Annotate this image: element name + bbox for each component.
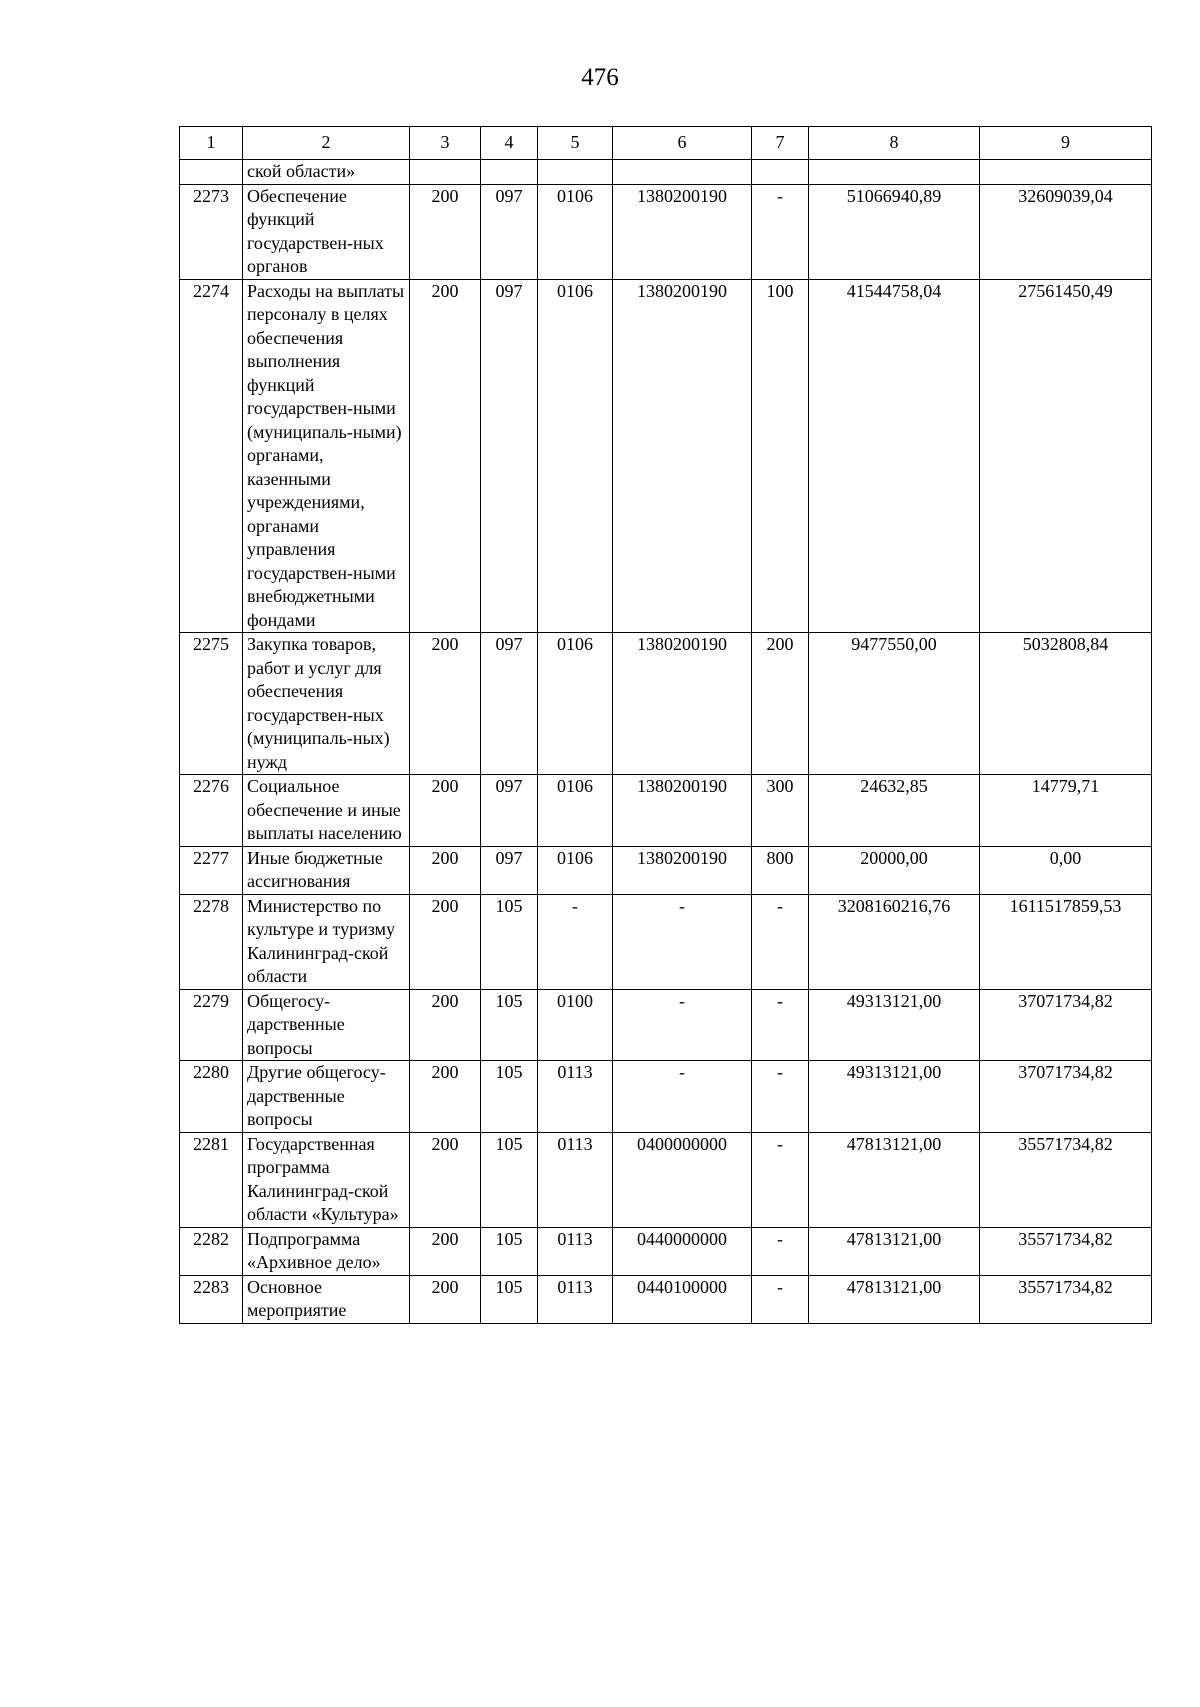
cell-c9: 37071734,82 <box>980 1061 1152 1133</box>
cell-num <box>180 160 243 185</box>
table-row <box>180 1227 1152 1275</box>
cell-c2: Социальное обеспечение и иные выплаты населению <box>243 775 410 847</box>
cell-num: 2281 <box>180 1132 243 1227</box>
cell-c3: 200 <box>410 1227 481 1275</box>
cell-c2: Другие общегосу-дарственные вопросы <box>243 1061 410 1133</box>
cell-c5: 0106 <box>538 633 613 775</box>
column-header: 1 <box>180 127 243 160</box>
cell-c7: - <box>752 1227 809 1275</box>
cell-c7: 300 <box>752 775 809 847</box>
table-row <box>180 1132 1152 1227</box>
cell-num: 2283 <box>180 1275 243 1323</box>
cell-c8: 3208160216,76 <box>809 894 980 989</box>
cell-c2: Общегосу-дарственные вопросы <box>243 989 410 1061</box>
column-header: 6 <box>613 127 752 160</box>
cell-c8: 51066940,89 <box>809 184 980 279</box>
cell-c6: - <box>613 989 752 1061</box>
cell-c5: 0106 <box>538 846 613 894</box>
cell-c8: 47813121,00 <box>809 1132 980 1227</box>
cell-c5 <box>538 160 613 185</box>
cell-c4 <box>481 160 538 185</box>
cell-c9: 35571734,82 <box>980 1275 1152 1323</box>
cell-c3: 200 <box>410 989 481 1061</box>
table-row <box>180 894 1152 989</box>
cell-c3: 200 <box>410 633 481 775</box>
cell-c4: 105 <box>481 1132 538 1227</box>
cell-c7: - <box>752 989 809 1061</box>
cell-c6: 1380200190 <box>613 184 752 279</box>
cell-c7: 800 <box>752 846 809 894</box>
cell-c9: 37071734,82 <box>980 989 1152 1061</box>
cell-c2: ской области» <box>243 160 410 185</box>
cell-c2: Закупка товаров, работ и услуг для обеспечения государствен-ных (муниципаль-ных) нужд <box>243 633 410 775</box>
cell-c3: 200 <box>410 1061 481 1133</box>
cell-c2: Иные бюджетные ассигнования <box>243 846 410 894</box>
cell-c5: 0113 <box>538 1061 613 1133</box>
cell-num: 2274 <box>180 279 243 633</box>
cell-c9: 5032808,84 <box>980 633 1152 775</box>
cell-c7: 200 <box>752 633 809 775</box>
cell-c3: 200 <box>410 775 481 847</box>
cell-c8: 47813121,00 <box>809 1275 980 1323</box>
cell-c8 <box>809 160 980 185</box>
cell-c4: 105 <box>481 1275 538 1323</box>
cell-num: 2279 <box>180 989 243 1061</box>
cell-c6: 1380200190 <box>613 633 752 775</box>
cell-c4: 097 <box>481 633 538 775</box>
cell-num: 2280 <box>180 1061 243 1133</box>
cell-c2: Подпрограмма «Архивное дело» <box>243 1227 410 1275</box>
cell-c7: - <box>752 184 809 279</box>
cell-c8: 49313121,00 <box>809 1061 980 1133</box>
cell-c6: 1380200190 <box>613 846 752 894</box>
cell-c3: 200 <box>410 894 481 989</box>
cell-c3: 200 <box>410 279 481 633</box>
column-header: 3 <box>410 127 481 160</box>
column-header: 2 <box>243 127 410 160</box>
table-row <box>180 989 1152 1061</box>
cell-c7: - <box>752 1132 809 1227</box>
cell-c8: 49313121,00 <box>809 989 980 1061</box>
cell-num: 2282 <box>180 1227 243 1275</box>
cell-c6: 1380200190 <box>613 279 752 633</box>
cell-c6: 1380200190 <box>613 775 752 847</box>
cell-c6 <box>613 160 752 185</box>
cell-c5: 0113 <box>538 1227 613 1275</box>
column-header: 9 <box>980 127 1152 160</box>
cell-c3: 200 <box>410 846 481 894</box>
cell-c9: 35571734,82 <box>980 1227 1152 1275</box>
cell-c9: 14779,71 <box>980 775 1152 847</box>
cell-num: 2278 <box>180 894 243 989</box>
cell-c8: 24632,85 <box>809 775 980 847</box>
cell-c2: Основное мероприятие <box>243 1275 410 1323</box>
column-header: 8 <box>809 127 980 160</box>
cell-c5: 0113 <box>538 1132 613 1227</box>
cell-c2: Расходы на выплаты персоналу в целях обеспечения выполнения функций государствен-ными (муниципаль-ными) органами, казенными учреждениями, органами управления государствен-ными внебюджетными фондами <box>243 279 410 633</box>
cell-c5: 0106 <box>538 184 613 279</box>
cell-c5: 0113 <box>538 1275 613 1323</box>
cell-c2: Государственная программа Калининград-ской области «Культура» <box>243 1132 410 1227</box>
cell-c7: 100 <box>752 279 809 633</box>
cell-c5: - <box>538 894 613 989</box>
cell-c5: 0106 <box>538 775 613 847</box>
cell-num: 2275 <box>180 633 243 775</box>
cell-c9: 0,00 <box>980 846 1152 894</box>
table-row <box>180 1275 1152 1323</box>
cell-c5: 0106 <box>538 279 613 633</box>
cell-c8: 9477550,00 <box>809 633 980 775</box>
column-header: 7 <box>752 127 809 160</box>
cell-num: 2277 <box>180 846 243 894</box>
cell-c9: 1611517859,53 <box>980 894 1152 989</box>
cell-c4: 097 <box>481 279 538 633</box>
cell-c7: - <box>752 1275 809 1323</box>
cell-c4: 105 <box>481 989 538 1061</box>
cell-c7: - <box>752 1061 809 1133</box>
cell-c7: - <box>752 894 809 989</box>
header-row <box>180 127 1152 160</box>
cell-c4: 105 <box>481 1061 538 1133</box>
page-number: 476 <box>581 64 619 91</box>
table-row <box>180 633 1152 775</box>
table-row <box>180 160 1152 185</box>
budget-table <box>179 126 1152 1324</box>
cell-c5: 0100 <box>538 989 613 1061</box>
cell-c9: 35571734,82 <box>980 1132 1152 1227</box>
cell-c3: 200 <box>410 1275 481 1323</box>
cell-c2: Министерство по культуре и туризму Калининград-ской области <box>243 894 410 989</box>
cell-c8: 41544758,04 <box>809 279 980 633</box>
table-row <box>180 846 1152 894</box>
cell-c4: 097 <box>481 184 538 279</box>
table-row <box>180 184 1152 279</box>
cell-c6: - <box>613 1061 752 1133</box>
cell-c3 <box>410 160 481 185</box>
cell-c6: - <box>613 894 752 989</box>
column-header: 5 <box>538 127 613 160</box>
cell-c4: 097 <box>481 775 538 847</box>
cell-c6: 0440100000 <box>613 1275 752 1323</box>
cell-c6: 0440000000 <box>613 1227 752 1275</box>
table-row <box>180 279 1152 633</box>
cell-num: 2276 <box>180 775 243 847</box>
column-header: 4 <box>481 127 538 160</box>
cell-c2: Обеспечение функций государствен-ных органов <box>243 184 410 279</box>
cell-c4: 105 <box>481 894 538 989</box>
cell-c9: 32609039,04 <box>980 184 1152 279</box>
cell-c7 <box>752 160 809 185</box>
cell-c9 <box>980 160 1152 185</box>
cell-c3: 200 <box>410 184 481 279</box>
cell-c8: 20000,00 <box>809 846 980 894</box>
cell-c9: 27561450,49 <box>980 279 1152 633</box>
table-row <box>180 775 1152 847</box>
table-row <box>180 1061 1152 1133</box>
cell-c4: 097 <box>481 846 538 894</box>
cell-c8: 47813121,00 <box>809 1227 980 1275</box>
cell-num: 2273 <box>180 184 243 279</box>
cell-c3: 200 <box>410 1132 481 1227</box>
cell-c4: 105 <box>481 1227 538 1275</box>
cell-c6: 0400000000 <box>613 1132 752 1227</box>
